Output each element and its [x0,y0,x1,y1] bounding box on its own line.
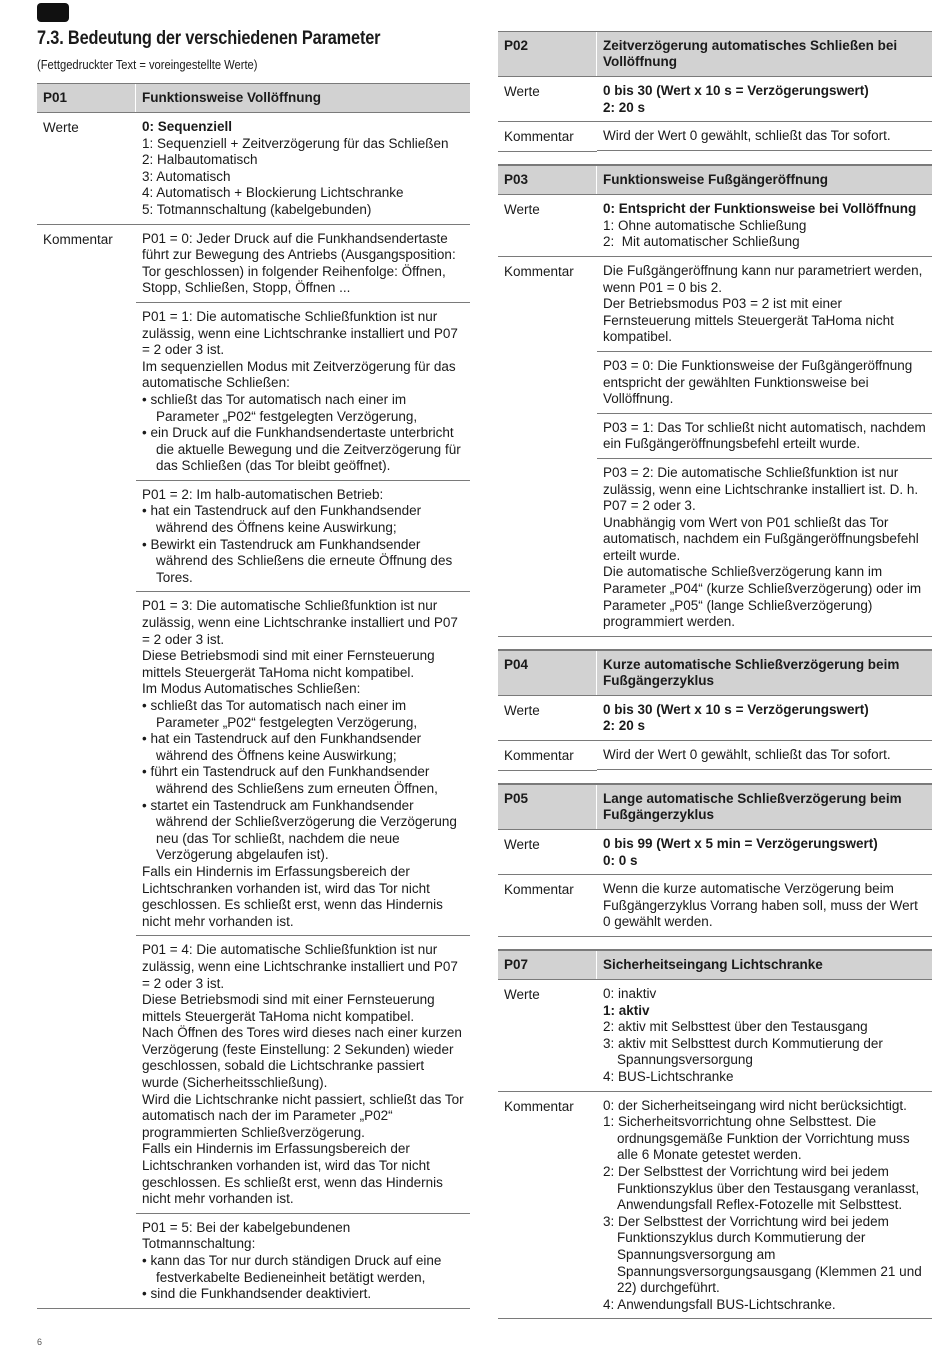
cell-text [597,195,932,257]
text-line: 2: Halbautomatisch [142,152,258,168]
text-line: 0: Entspricht der Funktionsweise bei Vollöffnung [603,201,917,217]
bullet-item: • führt ein Tastendruck auf den Funkhandsender während des Schließens zum erneuten Öffnen, [142,764,438,796]
param-table-p07 [498,950,932,1319]
text-line: Falls ein Hindernis im Erfassungsbereich der Lichtschranken vorhanden ist, wird das Tor nicht geschlossen. Es schließt erst, wenn das Hindernis nicht mehr vorhanden ist. [142,863,447,929]
row-cells [597,696,932,741]
table-row [498,696,932,741]
param-header [37,83,470,113]
param-code: P02 [498,32,597,76]
text-line: Der Betriebsmodus P03 = 2 ist mit einer Fernsteuerung mittels Steuergerät TaHoma nicht kompatibel. [603,296,898,345]
text-line: P01 = 4: Die automatische Schließfunktion ist nur zulässig, wenn eine Lichtschranke installiert und P07 = 2 oder 3 ist. [142,942,462,991]
row-cells [597,741,932,771]
cell-text [136,481,470,593]
text-line: 0 bis 30 (Wert x 10 s = Verzögerungswert) [603,701,869,717]
cell-text [136,592,470,936]
text-line: 1: aktiv [603,1002,650,1018]
table-spacer [498,152,932,165]
cell-text [136,1214,470,1309]
text-line: Die Fußgängeröffnung kann nur parametriert werden, wenn P01 = 0 bis 2. [603,262,927,295]
chapter-marker [37,3,69,22]
row-cells [597,830,932,875]
text-line: Unabhängig vom Wert von P01 schließt das Tor automatisch, nachdem ein Fußgängeröffnungsbefehl erteilt wurde. [603,514,923,563]
text-line: P03 = 2: Die automatische Schließfunktion ist nur zulässig, wenn eine Lichtschranke installiert ist. D. h. P07 = 2 oder 3. [603,464,922,514]
text-line: 3: aktiv mit Selbsttest durch Kommutierung der Spannungsversorgung [603,1035,883,1068]
param-header [498,650,932,696]
row-cells [136,113,470,225]
table-row [498,77,932,122]
text-line: 0: Sequenziell [142,119,233,134]
cell-text [597,830,932,875]
cell-text [597,459,932,637]
param-table-p02 [498,31,932,152]
text-line: 0: der Sicherheitseingang wird nicht berücksichtigt. [603,1097,907,1113]
text-line: Im Modus Automatisches Schließen: [142,681,361,697]
row-cells [597,77,932,122]
row-cells [136,225,470,1309]
text-line: 1: Ohne automatische Schließung [603,217,807,233]
bullet-item: • hat ein Tastendruck auf den Funkhandsender während des Öffnens keine Auswirkung; [142,503,422,536]
text-line: 0 bis 99 (Wert x 5 min = Verzögerungswert) [603,836,878,852]
cell-text [136,113,470,225]
row-label: Kommentar [37,225,136,1309]
text-line: 2: Der Selbsttest der Vorrichtung wird bei jedem Funktionszyklus über den Testausgang veranlasst, Anwendungsfall Reflex-Fotozelle mit Selbsttest. [603,1163,920,1213]
text-line: 2: 20 s [603,99,646,115]
text-line: P01 = 0: Jeder Druck auf die Funkhandsendertaste führt zur Bewegung des Antriebs (Ausgangsposition: Tor geschlossen) in folgender Reihenfolge: Öffnen, Stopp, Schließen, Stopp, Öffnen ... [142,230,460,296]
text-line: Falls ein Hindernis im Erfassungsbereich der Lichtschranken vorhanden ist, wird das Tor nicht geschlossen. Es schließt erst, wenn das Hindernis nicht mehr vorhanden ist. [142,1141,447,1207]
text-line: Diese Betriebsmodi sind mit einer Fernsteuerung mittels Steuergerät TaHoma nicht kompatibel. [142,992,439,1024]
text-line: 2: Mit automatischer Schließung [603,234,800,250]
page-number: 6 [37,1337,43,1347]
text-line: 0 bis 30 (Wert x 10 s = Verzögerungswert) [603,83,869,98]
row-label: Werte [498,195,597,257]
param-name: Funktionsweise Vollöffnung [142,90,321,105]
row-label: Werte [498,830,597,875]
param-header [498,784,932,830]
table-spacer [498,937,932,950]
text-line: 4: Automatisch + Blockierung Lichtschranke [142,185,404,201]
text-line: 2: aktiv mit Selbsttest über den Testausgang [603,1019,868,1035]
param-table-p03 [498,165,932,637]
text-line: P01 = 5: Bei der kabelgebundenen Totmannschaltung: [142,1219,354,1252]
param-name: Funktionsweise Fußgängeröffnung [603,172,828,188]
right-column [498,31,932,1319]
table-row [498,830,932,875]
bullet-item: • kann das Tor nur durch ständigen Druck auf eine festverkabelte Bedieneinheit betätigt werden, [142,1253,442,1285]
bullet-item: • sind die Funkhandsender deaktiviert. [142,1286,372,1302]
cell-text [597,257,932,352]
row-cells [597,980,932,1092]
table-row [498,1092,932,1320]
cell-text [136,936,470,1214]
text-line: Wird die Lichtschranke nicht passiert, schließt das Tor automatisch nach der im Parameter „P02“ programmierten Schließverzögerung. [142,1091,468,1140]
table-spacer [498,637,932,650]
row-cells [597,195,932,257]
param-name: Zeitverzögerung automatisches Schließen bei Vollöffnung [603,38,898,69]
row-label: Kommentar [498,122,597,152]
text-line: Diese Betriebsmodi sind mit einer Fernsteuerung mittels Steuergerät TaHoma nicht kompatibel. [142,648,439,680]
cell-text [597,696,932,741]
table-row [498,875,932,937]
left-column [37,83,470,1309]
bullet-item: • schließt das Tor automatisch nach einer im Parameter „P02“ festgelegten Verzögerung, [142,698,418,730]
row-label: Werte [498,77,597,122]
text-line: 4: Anwendungsfall BUS-Lichtschranke. [603,1296,836,1312]
text-line: Wird der Wert 0 gewählt, schließt das Tor sofort. [603,128,891,144]
text-line: 0: 0 s [603,852,638,868]
text-line: 4: BUS-Lichtschranke [603,1068,734,1084]
text-line: Die automatische Schließverzögerung kann im Parameter „P04“ (kurze Schließverzögerung) oder im Parameter „P05“ (lange Schließverzögerung) programmiert werden. [603,564,925,630]
bullet-item: • Bewirkt ein Tastendruck am Funkhandsender während des Schließens die erneute Öffnung des Tores. [142,536,453,585]
text-line: P01 = 3: Die automatische Schließfunktion ist nur zulässig, wenn eine Lichtschranke installiert und P07 = 2 oder 3 ist. [142,598,462,647]
table-row [37,113,470,225]
param-code: P01 [37,84,136,112]
bullet-item: • schließt das Tor automatisch nach einer im Parameter „P02“ festgelegten Verzögerung, [142,391,418,424]
text-line: P01 = 1: Die automatische Schließfunktion ist nur zulässig, wenn eine Lichtschranke installiert und P07 = 2 oder 3 ist. [142,308,462,358]
param-header [498,165,932,195]
bullet-item: • startet ein Tastendruck am Funkhandsender während der Schließverzögerung die Verzögerung neu (das Tor schließt, nachdem die neue Verzögerung abgelaufen ist). [142,797,457,863]
param-table-p05 [498,784,932,937]
param-name: Kurze automatische Schließverzögerung beim Fußgängerzyklus [603,656,900,688]
bullet-item: • ein Druck auf die Funkhandsendertaste unterbricht die aktuelle Bewegung und die Zeitverzögerung für das Schließen (das Tor bleibt geöffnet). [142,425,461,474]
table-row [498,257,932,637]
row-cells [597,122,932,152]
row-cells [597,875,932,937]
param-table-p01 [37,83,470,1309]
row-label: Kommentar [498,875,597,937]
table-row [37,225,470,1309]
bullet-item: • hat ein Tastendruck auf den Funkhandsender während des Öffnens keine Auswirkung; [142,731,422,763]
cell-text [597,77,932,122]
text-line: Wird der Wert 0 gewählt, schließt das Tor sofort. [603,747,891,763]
table-row [498,980,932,1092]
text-line: 3: Der Selbsttest der Vorrichtung wird bei jedem Funktionszyklus durch Kommutierung der Spannungsversorgung am Spannungsversorgungsausgang (Klemmen 21 und 22) durchgeführt. [603,1213,922,1296]
cell-text [597,980,932,1092]
param-name: Lange automatische Schließverzögerung beim Fußgängerzyklus [603,791,902,823]
param-code: P07 [498,951,597,979]
text-line: P03 = 1: Das Tor schließt nicht automatisch, nachdem ein Fußgängeröffnungsbefehl erteilt wurde. [603,419,930,452]
row-label: Kommentar [498,257,597,637]
text-line: 5: Totmannschaltung (kabelgebunden) [142,201,372,217]
cell-text [597,875,932,937]
cell-text [597,1092,932,1320]
text-line: P03 = 0: Die Funktionsweise der Fußgängeröffnung entspricht der gewählten Funktionsweise bei Vollöffnung. [603,357,917,407]
cell-text [597,414,932,459]
table-spacer [498,771,932,784]
param-table-p04 [498,650,932,771]
text-line: Nach Öffnen des Tores wird dieses nach einer kurzen Verzögerung (feste Einstellung: 2 Sekunden) wieder geschlossen, sobald die Lichtschranke passiert wurde (Sicherheitsschließung). [142,1025,466,1091]
text-line: 3: Automatisch [142,168,231,184]
param-code: P04 [498,651,597,695]
table-row [498,741,932,771]
row-label: Kommentar [498,741,597,771]
text-line: Im sequenziellen Modus mit Zeitverzögerung für das automatische Schließen: [142,358,460,391]
cell-text [136,303,470,481]
text-line: 0: inaktiv [603,986,657,1001]
cell-text [136,225,470,303]
table-row [498,195,932,257]
text-line: 2: 20 s [603,718,646,734]
row-cells [597,257,932,637]
cell-text [597,741,932,770]
param-code: P03 [498,166,597,194]
cell-text [597,122,932,151]
cell-text [597,352,932,414]
table-row [498,122,932,152]
param-code: P05 [498,785,597,829]
page-title: 7.3. Bedeutung der verschiedenen Parameter [37,28,381,49]
text-line: 1: Sicherheitsvorrichtung ohne Selbsttest. Die ordnungsgemäße Funktion der Vorrichtung muss alle 6 Monate getestet werden. [603,1114,910,1163]
row-label: Werte [498,696,597,741]
text-line: P01 = 2: Im halb-automatischen Betrieb: [142,486,384,502]
text-line: Wenn die kurze automatische Verzögerung beim Fußgängerzyklus Vorrang haben soll, muss der Wert 0 gewählt werden. [603,881,922,930]
text-line: 1: Sequenziell + Zeitverzögerung für das Schließen [142,135,449,151]
row-cells [597,1092,932,1320]
row-label: Kommentar [498,1092,597,1320]
page-subtitle: (Fettgedruckter Text = voreingestellte Werte) [37,57,258,72]
row-label: Werte [37,113,136,225]
param-name: Sicherheitseingang Lichtschranke [603,957,823,972]
row-label: Werte [498,980,597,1092]
param-header [498,31,932,77]
param-header [498,950,932,980]
